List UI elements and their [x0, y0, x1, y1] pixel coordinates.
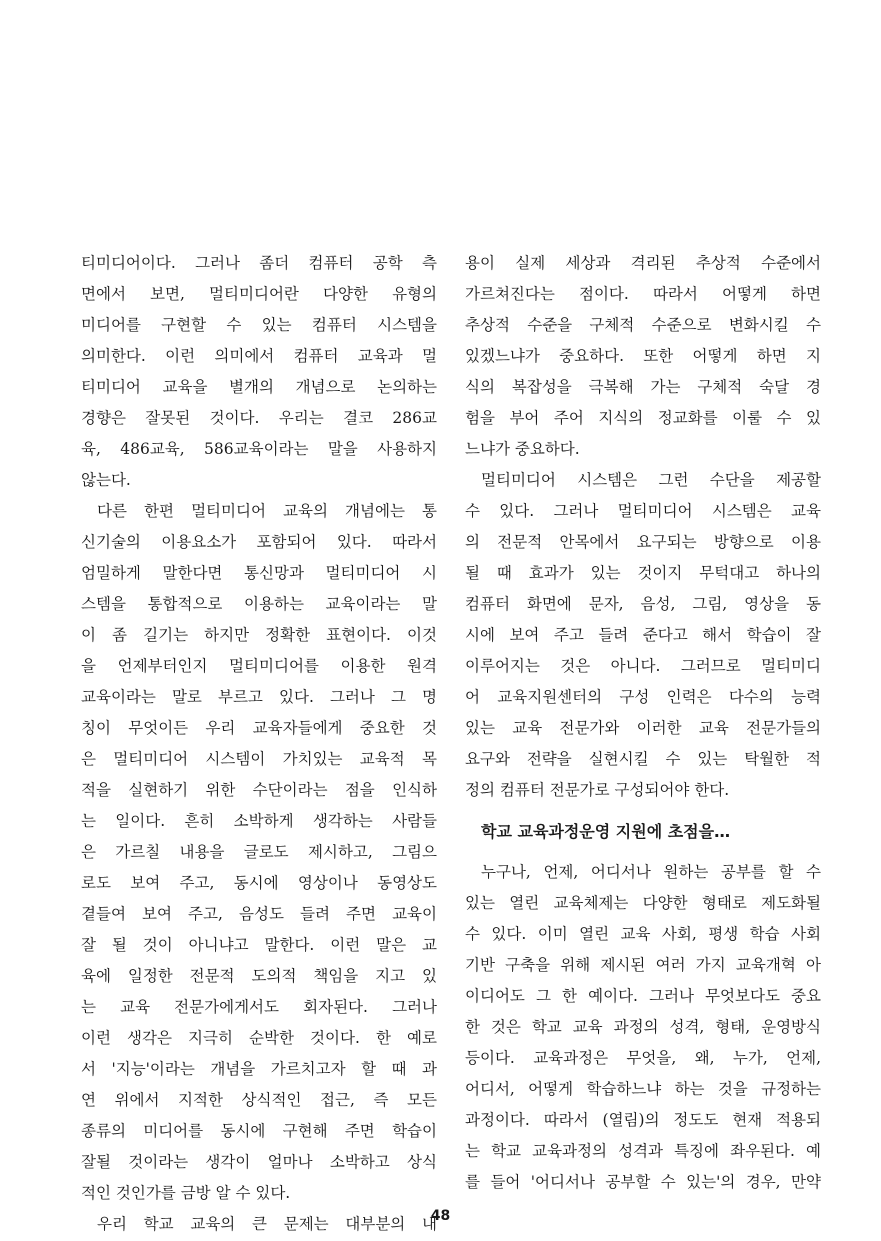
text-line: 식의 복잡성을 극복해 가는 구체적 숙달 경	[465, 378, 821, 396]
text-line: 면에서 보면, 멀티미디어란 다양한 유형의	[81, 285, 437, 303]
text-line: 이런 생각은 지극히 순박한 것이다. 한 예로	[81, 1029, 437, 1047]
text-line: 이디어도 그 한 예이다. 그러나 무엇보다도 중요	[465, 987, 821, 1005]
text-line: 칭이 무엇이든 우리 교육자들에게 중요한 것	[81, 719, 437, 737]
text-line: 다른 한편 멀티미디어 교육의 개념에는 통	[97, 502, 437, 520]
text-line: 등이다. 교육과정은 무엇을, 왜, 누가, 언제,	[465, 1049, 821, 1067]
text-line: 어디서, 어떻게 학습하느냐 하는 것을 규정하는	[465, 1080, 821, 1098]
text-line: 은 가르칠 내용을 글로도 제시하고, 그림으	[81, 843, 437, 861]
page-number: 48	[430, 1208, 451, 1224]
text-line: 의 전문적 안목에서 요구되는 방향으로 이용	[465, 533, 821, 551]
text-line: 이 좀 길기는 하지만 정확한 표현이다. 이것	[81, 626, 437, 644]
text-line: 연 위에서 지적한 상식적인 접근, 즉 모든	[81, 1091, 437, 1109]
text-line: 은 멀티미디어 시스템이 가치있는 교육적 목	[81, 750, 437, 768]
text-line: 적을 실현하기 위한 수단이라는 점을 인식하	[81, 781, 437, 799]
text-line: 않는다.	[81, 471, 131, 489]
text-line: 한 것은 학교 교육 과정의 성격, 형태, 운영방식	[465, 1018, 821, 1036]
text-line: 용이 실제 세상과 격리된 추상적 수준에서	[465, 254, 821, 272]
text-line: 엄밀하게 말한다면 통신망과 멀티미디어 시	[81, 564, 437, 582]
text-line: 신기술의 이용요소가 포함되어 있다. 따라서	[81, 533, 437, 551]
text-line: 누구나, 언제, 어디서나 원하는 공부를 할 수	[481, 863, 821, 881]
text-line: 육, 486교육, 586교육이라는 말을 사용하지	[81, 440, 437, 458]
text-line: 교육이라는 말로 부르고 있다. 그러나 그 명	[81, 688, 437, 706]
text-line: 시에 보여 주고 들려 준다고 해서 학습이 잘	[465, 626, 821, 644]
text-line: 느냐가 중요하다.	[465, 440, 580, 458]
text-line: 스템을 통합적으로 이용하는 교육이라는 말	[81, 595, 437, 613]
text-line: 미디어를 구현할 수 있는 컴퓨터 시스템을	[81, 316, 437, 334]
text-line: 잘될 것이라는 생각이 얼마나 소박하고 상식	[81, 1153, 437, 1171]
text-line: 기반 구축을 위해 제시된 여러 가지 교육개혁 아	[465, 956, 821, 974]
text-line: 곁들여 보여 주고, 음성도 들려 주면 교육이	[81, 905, 437, 923]
text-line: 있는 열린 교육체제는 다양한 형태로 제도화될	[465, 894, 821, 912]
text-line: 을 언제부터인지 멀티미디어를 이용한 원격	[81, 657, 437, 675]
text-line: 서 '지능'이라는 개념을 가르치고자 할 때 과	[81, 1060, 437, 1078]
text-line: 어 교육지원센터의 구성 인력은 다수의 능력	[465, 688, 821, 706]
text-line: 의미한다. 이런 의미에서 컴퓨터 교육과 멀	[81, 347, 437, 365]
section-heading: 학교 교육과정운영 지원에 초점을…	[481, 822, 731, 841]
text-line: 이루어지는 것은 아니다. 그러므로 멀티미디	[465, 657, 821, 675]
text-line: 컴퓨터 화면에 문자, 음성, 그림, 영상을 동	[465, 595, 821, 613]
text-line: 요구와 전략을 실현시킬 수 있는 탁월한 적	[465, 750, 821, 768]
text-line: 정의 컴퓨터 전문가로 구성되어야 한다.	[465, 781, 730, 799]
text-line: 과정이다. 따라서 (열림)의 정도도 현재 적용되	[465, 1111, 821, 1129]
text-line: 종류의 미디어를 동시에 구현해 주면 학습이	[81, 1122, 437, 1140]
text-line: 가르쳐진다는 점이다. 따라서 어떻게 하면	[465, 285, 821, 303]
text-line: 육에 일정한 전문적 도의적 책임을 지고 있	[81, 967, 437, 985]
text-line: 수 있다. 그러나 멀티미디어 시스템은 교육	[465, 502, 821, 520]
text-line: 적인 것인가를 금방 알 수 있다.	[81, 1184, 291, 1202]
text-line: 는 일이다. 흔히 소박하게 생각하는 사람들	[81, 812, 437, 830]
text-line: 우리 학교 교육의 큰 문제는 대부분의 내	[97, 1215, 437, 1233]
text-line: 있는 교육 전문가와 이러한 교육 전문가들의	[465, 719, 821, 737]
text-line: 티미디어이다. 그러나 좀더 컴퓨터 공학 측	[81, 254, 437, 272]
text-line: 잘 될 것이 아니냐고 말한다. 이런 말은 교	[81, 936, 437, 954]
text-line: 수 있다. 이미 열린 교육 사회, 평생 학습 사회	[465, 925, 821, 943]
text-line: 멀티미디어 시스템은 그런 수단을 제공할	[481, 471, 821, 489]
left-column	[81, 248, 437, 1240]
text-line: 험을 부어 주어 지식의 정교화를 이룰 수 있	[465, 409, 821, 427]
text-line: 는 교육 전문가에게서도 회자된다. 그러나	[81, 998, 437, 1016]
text-line: 를 들어 '어디서나 공부할 수 있는'의 경우, 만약	[465, 1173, 821, 1191]
text-line: 티미디어 교육을 별개의 개념으로 논의하는	[81, 378, 437, 396]
text-line: 있겠느냐가 중요하다. 또한 어떻게 하면 지	[465, 347, 821, 365]
text-line: 는 학교 교육과정의 성격과 특징에 좌우된다. 예	[465, 1142, 821, 1160]
text-line: 추상적 수준을 구체적 수준으로 변화시킬 수	[465, 316, 821, 334]
text-line: 될 때 효과가 있는 것이지 무턱대고 하나의	[465, 564, 821, 582]
text-line: 로도 보여 주고, 동시에 영상이나 동영상도	[81, 874, 437, 892]
text-line: 경향은 잘못된 것이다. 우리는 결코 286교	[81, 409, 437, 427]
right-column	[465, 248, 821, 1198]
